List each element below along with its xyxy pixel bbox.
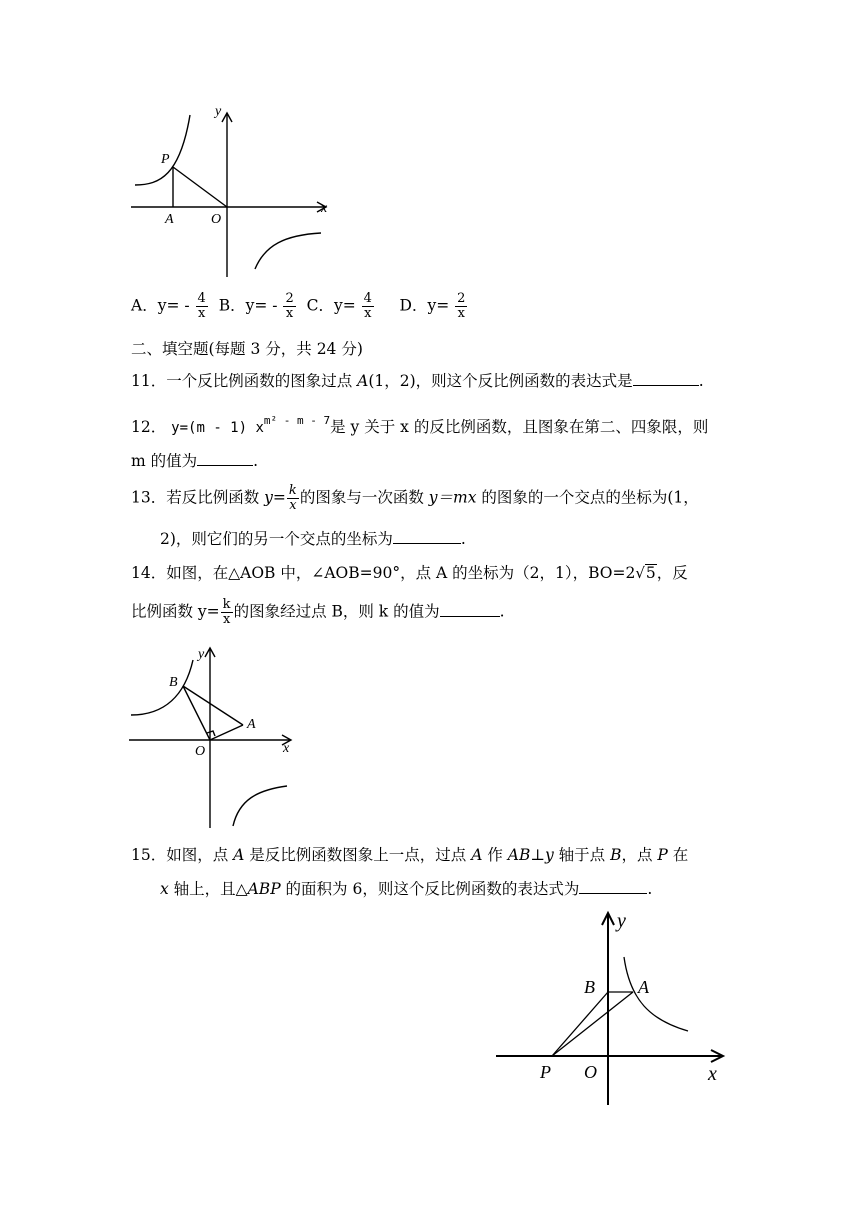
- q12-text-b: m 的值为: [131, 452, 198, 470]
- q15-text-g: 在: [667, 846, 689, 864]
- question-13-line-1: [131, 484, 699, 513]
- question-14-line-1: 14．如图，在△AOB 中，∠AOB=90°，点 A 的坐标为（2，1），BO=2√5，反: [131, 564, 688, 582]
- q15-text-a: 15．如图，点: [131, 846, 234, 864]
- q12-text-a: 是 y 关于 x 的反比例函数，且图象在第二、四象限，则: [330, 418, 709, 436]
- q13-text-a: 13．若反比例函数: [131, 488, 265, 507]
- q13-end: .: [460, 530, 466, 548]
- fig3-label-b: B: [584, 977, 595, 997]
- question-11: [131, 370, 704, 392]
- option-d-fraction: $\frac{2}{x}$: [457, 291, 466, 321]
- q15-text-h: 轴上，且△: [168, 880, 248, 898]
- option-a-fraction: $\frac{4}{x}$: [197, 291, 206, 321]
- q15-text-b: 是反比例函数图象上一点，过点: [244, 846, 472, 864]
- q13-text-c: 的图象的一个交点的坐标为(1，: [476, 488, 699, 507]
- q15-text-f: ，点: [621, 846, 658, 864]
- q11-answer-blank[interactable]: [633, 371, 699, 386]
- section-2-title: 二、填空题(每题 3 分，共 24 分): [131, 340, 363, 358]
- q15-text-e: 轴于点: [553, 846, 611, 864]
- fig3-label-o: O: [584, 1062, 597, 1082]
- q14-fraction: $\frac{k}{x}$: [222, 597, 231, 627]
- q13-linear: y＝mx: [428, 488, 477, 507]
- q15-text-d: ⊥: [530, 846, 545, 864]
- option-d-prefix: D．y=: [399, 296, 450, 315]
- q12-end: .: [253, 452, 259, 470]
- fig2-label-x: x: [283, 741, 290, 756]
- q14-sqrt-value: 5: [645, 564, 656, 582]
- fig1-label-p: P: [161, 152, 170, 167]
- q15-text-c: 作: [482, 846, 508, 864]
- question-13-line-2: [160, 528, 466, 550]
- fig1-label-x: x: [321, 201, 328, 216]
- q14-end: .: [499, 602, 505, 621]
- q11-end: .: [698, 372, 704, 390]
- fig2-label-b: B: [169, 675, 178, 690]
- q10-options: [131, 292, 468, 321]
- q12-answer-blank[interactable]: [197, 451, 253, 466]
- figure-2-graph: [125, 640, 305, 830]
- fig2-label-a: A: [247, 717, 256, 732]
- q15-a2: A: [471, 846, 483, 864]
- q13-text-d: 2)，则它们的另一个交点的坐标为: [160, 530, 393, 548]
- q14-text-b: ，反: [656, 564, 688, 582]
- fig1-label-a: A: [165, 212, 174, 227]
- q14-text-a: 14．如图，在△AOB 中，∠AOB=90°，点 A 的坐标为（2，1），BO=2: [131, 564, 636, 582]
- fig3-label-p: P: [540, 1062, 551, 1082]
- fig1-label-o: O: [211, 212, 222, 227]
- option-b-prefix: B．y= -: [218, 296, 278, 315]
- q12-formula: y=(m - 1) x: [171, 420, 264, 436]
- q15-b: B: [610, 846, 622, 864]
- q15-abp: ABP: [247, 880, 281, 898]
- option-c-fraction: $\frac{4}{x}$: [363, 291, 372, 321]
- q13-y: y: [264, 488, 273, 507]
- q15-answer-blank[interactable]: [579, 879, 647, 894]
- option-c-prefix: C．y=: [306, 296, 356, 315]
- q14-text-c: 比例函数 y=: [131, 602, 220, 621]
- q13-text-b: 的图象与一次函数: [299, 488, 429, 507]
- q15-text-i: 的面积为 6，则这个反比例函数的表达式为: [280, 880, 580, 898]
- fig3-label-a: A: [638, 977, 649, 997]
- fig3-label-y: y: [617, 910, 626, 932]
- q15-a1: A: [233, 846, 245, 864]
- q15-p: P: [657, 846, 668, 864]
- question-15-line-1: [131, 844, 688, 866]
- q11-text-b: (1，2)，则这个反比例函数的表达式是: [368, 372, 633, 390]
- fig1-label-y: y: [215, 104, 222, 119]
- q15-y: y: [544, 846, 554, 864]
- q13-fraction: $\frac{k}{x}$: [288, 483, 297, 513]
- q11-text-a: 11．一个反比例函数的图象过点: [131, 372, 358, 390]
- option-a-prefix: A．y= -: [131, 296, 190, 315]
- q15-x: x: [160, 880, 169, 898]
- question-15-line-2: [160, 878, 652, 900]
- q14-answer-blank[interactable]: [440, 602, 500, 617]
- question-14-line-2: [131, 598, 505, 627]
- q12-exponent: m² - m - 7: [263, 414, 331, 427]
- figure-3-graph: [490, 905, 735, 1110]
- fig3-label-x: x: [708, 1063, 717, 1085]
- q15-end: .: [647, 880, 653, 898]
- q12-number: 12．: [131, 418, 167, 436]
- option-b-fraction: $\frac{2}{x}$: [285, 291, 294, 321]
- question-12-line-1: [131, 410, 708, 439]
- q11-point-label: A: [357, 372, 369, 390]
- fig2-label-y: y: [198, 647, 205, 662]
- question-12-line-2: [131, 450, 258, 472]
- q15-ab: AB: [507, 846, 531, 864]
- fig2-label-o: O: [195, 744, 206, 759]
- figure-1-graph: [125, 95, 340, 285]
- q14-text-d: 的图象经过点 B，则 k 的值为: [233, 602, 440, 621]
- q13-answer-blank[interactable]: [393, 529, 461, 544]
- q13-eq: =: [272, 488, 286, 507]
